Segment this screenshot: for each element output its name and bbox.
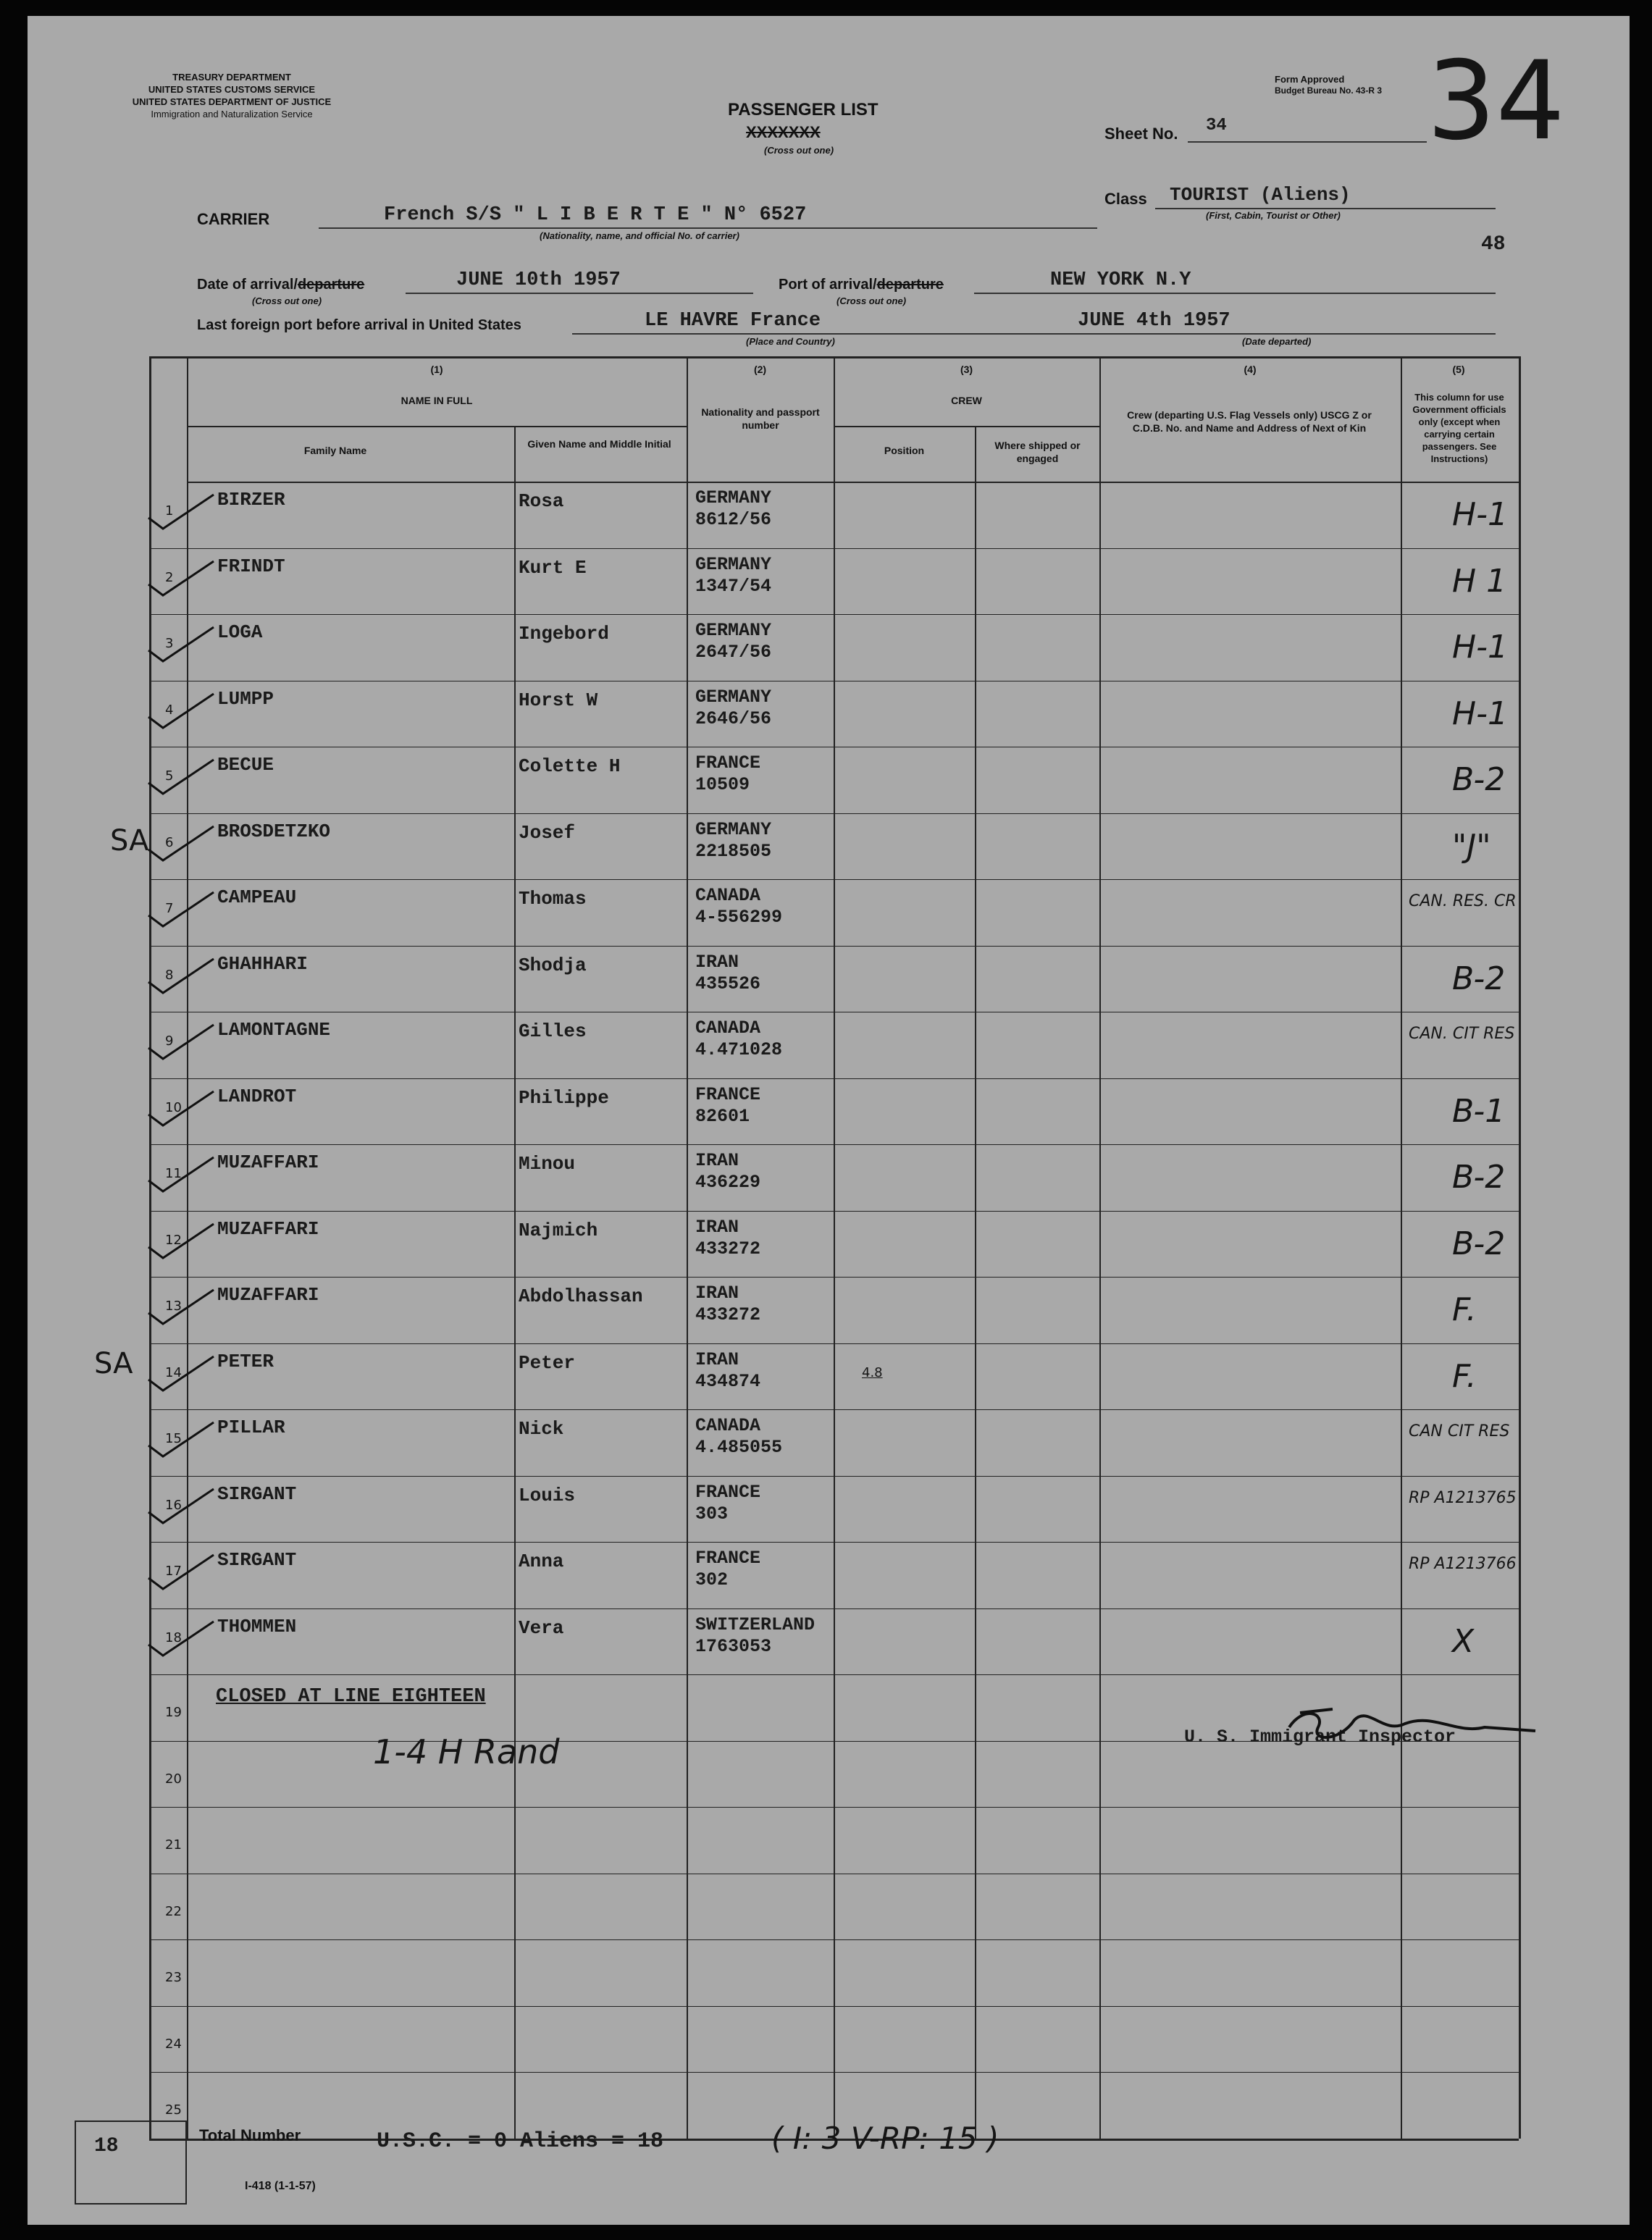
- corner-number: 48: [1481, 233, 1506, 256]
- row-number: 14: [165, 1364, 182, 1380]
- header-subdivider: [834, 426, 1099, 427]
- family-name: PILLAR: [217, 1417, 285, 1438]
- budget-bureau: Budget Bureau No. 43-R 3: [1275, 85, 1383, 96]
- next-of-kin-header: Crew (departing U.S. Flag Vessels only) USCG Z or C.D.B. No. and Name and Address of Next of Kin: [1127, 409, 1372, 434]
- nationality: FRANCE: [695, 1481, 761, 1503]
- checkmark-icon: [145, 886, 225, 930]
- row-number: 3: [165, 636, 174, 651]
- row-number: 25: [165, 2102, 182, 2118]
- nationality: FRANCE: [695, 752, 761, 773]
- cross-out-note-date: (Cross out one): [252, 295, 322, 306]
- crew-header: CREW: [951, 395, 982, 406]
- checkmark-icon: [145, 754, 225, 797]
- given-name: Kurt E: [519, 556, 587, 579]
- family-name: MUZAFFARI: [217, 1152, 319, 1173]
- checkmark-icon: [145, 555, 225, 599]
- carrier-sub: (Nationality, name, and official No. of carrier): [540, 230, 739, 241]
- given-name: Minou: [519, 1153, 576, 1175]
- row-divider: [149, 1211, 1519, 1212]
- gov-annotation: H-1: [1452, 695, 1508, 732]
- row-number: 23: [165, 1970, 182, 1985]
- total-number-label: Total Number: [199, 2126, 301, 2144]
- column-divider: [514, 426, 516, 2139]
- given-name: Horst W: [519, 689, 598, 711]
- agency-block: [87, 71, 377, 120]
- row-number: 22: [165, 1903, 182, 1919]
- cross-out-note: (Cross out one): [764, 145, 834, 156]
- gov-annotation: B-2: [1452, 761, 1506, 798]
- row-divider: [149, 1939, 1519, 1940]
- nationality: CANADA: [695, 1018, 761, 1039]
- row-number: 10: [165, 1099, 182, 1115]
- form-approved: Form Approved: [1275, 74, 1345, 85]
- given-name: Colette H: [519, 755, 621, 777]
- passport-number: 4.485055: [695, 1437, 783, 1458]
- family-name: LUMPP: [217, 687, 274, 710]
- cross-out-note-port: (Cross out one): [837, 295, 907, 306]
- carrier-label: CARRIER: [197, 210, 270, 228]
- inspector-initials: 1-4 H Rand: [373, 1732, 560, 1771]
- nationality: FRANCE: [695, 1548, 761, 1569]
- total-counts: U.S.C. = 0 Aliens = 18: [377, 2129, 664, 2154]
- gov-annotation: F.: [1452, 1357, 1477, 1395]
- passport-number: 436229: [695, 1172, 761, 1193]
- nationality: CANADA: [695, 885, 761, 906]
- col1-number: (1): [430, 364, 443, 375]
- nationality: GERMANY: [695, 553, 772, 575]
- row-number: 18: [165, 1629, 182, 1645]
- gov-annotation: CAN. CIT RES: [1409, 1025, 1515, 1043]
- date-arrival-label: [197, 277, 364, 293]
- inspector-signature: [1275, 1698, 1550, 1763]
- row-number: 8: [165, 967, 174, 983]
- nationality: IRAN: [695, 1348, 739, 1370]
- row-divider: [149, 1409, 1519, 1410]
- checkmark-icon: [145, 1351, 225, 1394]
- port-arrival-label: [779, 277, 944, 293]
- gov-annotation: RP A1213766: [1409, 1555, 1517, 1573]
- passenger-list-sheet: [28, 16, 1630, 2225]
- given-name: Josef: [519, 821, 576, 844]
- column-divider: [1099, 356, 1101, 2139]
- port-departure-struck: departure: [876, 277, 944, 293]
- family-name: SIRGANT: [217, 1549, 297, 1571]
- family-name: CAMPEAU: [217, 886, 297, 908]
- row-divider: [149, 1608, 1519, 1609]
- family-name: PETER: [217, 1350, 274, 1372]
- nationality: GERMANY: [695, 620, 772, 641]
- agency-line: UNITED STATES DEPARTMENT OF JUSTICE: [132, 96, 332, 107]
- date-underline: [406, 293, 753, 294]
- passport-number: 2647/56: [695, 642, 772, 663]
- agency-line: UNITED STATES CUSTOMS SERVICE: [148, 84, 316, 95]
- row-number: 4: [165, 702, 174, 718]
- row-number: 24: [165, 2036, 182, 2052]
- footer-box-bottom: [75, 2203, 187, 2205]
- family-name: LOGA: [217, 621, 263, 643]
- row-number: 15: [165, 1431, 182, 1446]
- gov-annotation: RP A1213765: [1409, 1488, 1517, 1507]
- passport-number: 10509: [695, 774, 750, 795]
- carrier-value: French S/S " L I B E R T E " N° 6527: [384, 204, 807, 226]
- col4-number: (4): [1244, 364, 1257, 375]
- row-divider: [149, 946, 1519, 947]
- date-departed-value: JUNE 4th 1957: [1078, 310, 1230, 332]
- margin-mark-sa: SA: [94, 1347, 133, 1380]
- checkmark-icon: [145, 489, 225, 532]
- nationality: FRANCE: [695, 1083, 761, 1105]
- total-box-value: 18: [94, 2135, 119, 2157]
- passport-number: 1763053: [695, 1635, 772, 1657]
- checkmark-icon: [145, 621, 225, 665]
- checkmark-icon: [145, 821, 225, 864]
- class-underline: [1155, 208, 1496, 209]
- gov-annotation: H-1: [1452, 496, 1508, 533]
- agency-line: Immigration and Naturalization Service: [151, 109, 313, 119]
- row-number: 1: [165, 503, 174, 519]
- row-divider: [149, 1542, 1519, 1543]
- sheet-underline: [1188, 141, 1427, 143]
- family-name: MUZAFFARI: [217, 1217, 319, 1240]
- given-name: Philippe: [519, 1086, 609, 1109]
- family-name: LANDROT: [217, 1085, 297, 1107]
- visa-class-summary: ( I: 3 V-RP: 15 ): [771, 2121, 999, 2156]
- row-number: 12: [165, 1232, 182, 1248]
- row-divider: [149, 1476, 1519, 1477]
- row-divider: [149, 2072, 1519, 2073]
- sheet-label: Sheet No.: [1104, 125, 1178, 143]
- checkmark-icon: [145, 1152, 225, 1195]
- checkmark-icon: [145, 1417, 225, 1460]
- header-subdivider: [187, 426, 687, 427]
- family-name-header: Family Name: [303, 445, 367, 456]
- class-sub: (First, Cabin, Tourist or Other): [1206, 210, 1341, 221]
- checkmark-icon: [145, 1549, 225, 1593]
- row-number: 19: [165, 1705, 182, 1720]
- checkmark-icon: [145, 953, 225, 997]
- given-name: Peter: [519, 1351, 576, 1374]
- footer-box-left: [75, 2121, 76, 2205]
- checkmark-icon: [145, 1019, 225, 1062]
- family-name: SIRGANT: [217, 1482, 297, 1505]
- closed-at-line: CLOSED AT LINE EIGHTEEN: [216, 1686, 486, 1708]
- crew-position-mark: 4.8: [862, 1364, 883, 1380]
- row-number: 9: [165, 1033, 174, 1049]
- header-bottom-rule: [187, 482, 1519, 483]
- row-divider: [149, 1807, 1519, 1808]
- date-arrival-value: JUNE 10th 1957: [456, 269, 621, 291]
- given-name: Abdolhassan: [519, 1285, 643, 1307]
- given-name: Rosa: [519, 490, 564, 512]
- passport-number: 433272: [695, 1304, 761, 1325]
- row-number: 13: [165, 1299, 182, 1314]
- inspector-title: U. S. Immigrant Inspector: [1184, 1727, 1456, 1748]
- column-divider: [834, 356, 835, 2139]
- passport-number: 4-556299: [695, 907, 783, 928]
- passport-number: 82601: [695, 1105, 750, 1127]
- form-title-struck: XXXXXXX: [746, 123, 821, 141]
- nationality-header: Nationality and passport number: [701, 406, 820, 431]
- passport-number: 433272: [695, 1238, 761, 1259]
- form-code: I-418 (1-1-57): [245, 2180, 316, 2192]
- gov-annotation: CAN CIT RES: [1409, 1422, 1510, 1440]
- gov-annotation: "J": [1452, 827, 1491, 865]
- family-name: LAMONTAGNE: [217, 1019, 331, 1041]
- gov-annotation: F.: [1452, 1291, 1477, 1328]
- passport-number: 434874: [695, 1370, 761, 1392]
- last-port-underline: [572, 333, 1496, 335]
- column-divider: [975, 426, 976, 2139]
- column-divider: [687, 356, 688, 2139]
- col3-number: (3): [960, 364, 973, 375]
- family-name: BROSDETZKO: [217, 820, 331, 842]
- given-name: Anna: [519, 1551, 564, 1572]
- gov-annotation: H 1: [1452, 562, 1507, 600]
- given-name: Ingebord: [519, 623, 609, 645]
- family-name: THOMMEN: [217, 1615, 297, 1637]
- given-name: Najmich: [519, 1219, 598, 1241]
- row-divider: [149, 1674, 1519, 1675]
- family-name: MUZAFFARI: [217, 1284, 319, 1306]
- passport-number: 1347/54: [695, 575, 772, 597]
- passport-number: 303: [695, 1503, 729, 1524]
- row-divider: [149, 614, 1519, 615]
- nationality: GERMANY: [695, 686, 772, 708]
- checkmark-icon: [145, 1483, 225, 1527]
- form-title: PASSENGER LIST: [728, 100, 879, 119]
- family-name: GHAHHARI: [217, 952, 308, 975]
- passport-number: 4.471028: [695, 1039, 783, 1060]
- row-divider: [149, 2006, 1519, 2007]
- row-divider: [149, 813, 1519, 814]
- passport-number: 8612/56: [695, 509, 772, 530]
- column-divider: [1401, 356, 1402, 2139]
- nationality: IRAN: [695, 1283, 739, 1304]
- nationality: IRAN: [695, 1216, 739, 1238]
- col2-number: (2): [753, 364, 767, 375]
- col1-title: NAME IN FULL: [401, 395, 473, 406]
- gov-annotation: CAN. RES. CR: [1409, 892, 1517, 910]
- port-arrival-text: Port of arrival/: [779, 277, 877, 293]
- nationality: GERMANY: [695, 487, 772, 508]
- row-divider: [149, 879, 1519, 880]
- gov-annotation: B-2: [1452, 1159, 1506, 1196]
- passport-number: 2646/56: [695, 708, 772, 729]
- given-name: Gilles: [519, 1020, 587, 1042]
- nationality: IRAN: [695, 951, 739, 973]
- date-arrival-text: Date of arrival/: [197, 277, 298, 293]
- where-shipped-header: Where shipped or engaged: [994, 440, 1081, 464]
- row-number: 20: [165, 1771, 182, 1787]
- nationality: CANADA: [695, 1415, 761, 1436]
- checkmark-icon: [145, 688, 225, 731]
- port-arrival-value: NEW YORK N.Y: [1050, 269, 1191, 291]
- sheet-stamp-number: 34: [1427, 38, 1565, 164]
- checkmark-icon: [145, 1616, 225, 1659]
- gov-annotation: X: [1452, 1622, 1475, 1660]
- gov-use-header: This column for use Government officials only (except when carrying certain passengers. See Instructions): [1412, 392, 1506, 464]
- footer-box-top: [75, 2121, 187, 2122]
- passport-number: 2218505: [695, 840, 772, 862]
- checkmark-icon: [145, 1218, 225, 1262]
- row-number: 11: [165, 1166, 182, 1181]
- row-number: 2: [165, 569, 174, 585]
- row-number: 17: [165, 1564, 182, 1579]
- row-number: 7: [165, 901, 174, 916]
- class-label: Class: [1104, 190, 1147, 208]
- agency-line: TREASURY DEPARTMENT: [172, 72, 291, 83]
- last-port-value: LE HAVRE France: [645, 310, 821, 332]
- family-name: FRINDT: [217, 555, 285, 577]
- nationality: IRAN: [695, 1150, 739, 1171]
- row-number: 16: [165, 1497, 182, 1513]
- row-divider: [149, 548, 1519, 549]
- row-number: 21: [165, 1837, 182, 1853]
- passport-number: 435526: [695, 973, 761, 994]
- row-divider: [149, 1144, 1519, 1145]
- given-name-header: Given Name and Middle Initial: [527, 438, 671, 450]
- last-port-sub: (Place and Country): [746, 336, 835, 347]
- gov-annotation: B-2: [1452, 1225, 1506, 1262]
- checkmark-icon: [145, 1086, 225, 1129]
- gov-annotation: B-1: [1452, 1092, 1506, 1130]
- carrier-underline: [319, 227, 1097, 229]
- nationality: SWITZERLAND: [695, 1614, 815, 1635]
- footer-box-right: [185, 2121, 187, 2205]
- given-name: Thomas: [519, 888, 587, 910]
- family-name: BECUE: [217, 754, 274, 776]
- col5-number: (5): [1452, 364, 1465, 375]
- checkmark-icon: [145, 1284, 225, 1327]
- row-divider: [149, 1277, 1519, 1278]
- given-name: Vera: [519, 1616, 564, 1639]
- row-divider: [149, 1078, 1519, 1079]
- given-name: Louis: [519, 1484, 576, 1506]
- row-number: 6: [165, 834, 174, 850]
- date-departure-struck: departure: [297, 277, 365, 293]
- row-divider: [149, 1343, 1519, 1344]
- class-value: TOURIST (Aliens): [1170, 184, 1351, 206]
- nationality: GERMANY: [695, 818, 772, 840]
- gov-annotation: B-2: [1452, 960, 1506, 997]
- table-border-right: [1519, 356, 1521, 2139]
- given-name: Nick: [519, 1418, 564, 1440]
- port-underline: [974, 293, 1496, 294]
- margin-mark-sa: SA: [110, 824, 149, 857]
- sheet-value: 34: [1206, 116, 1227, 135]
- position-header: Position: [884, 445, 925, 456]
- given-name: Shodja: [519, 954, 587, 976]
- family-name: BIRZER: [217, 489, 285, 511]
- gov-annotation: H-1: [1452, 629, 1508, 666]
- date-departed-sub: (Date departed): [1242, 336, 1312, 347]
- row-number: 5: [165, 768, 174, 784]
- passport-number: 302: [695, 1569, 729, 1590]
- last-port-label: Last foreign port before arrival in United States: [197, 317, 521, 333]
